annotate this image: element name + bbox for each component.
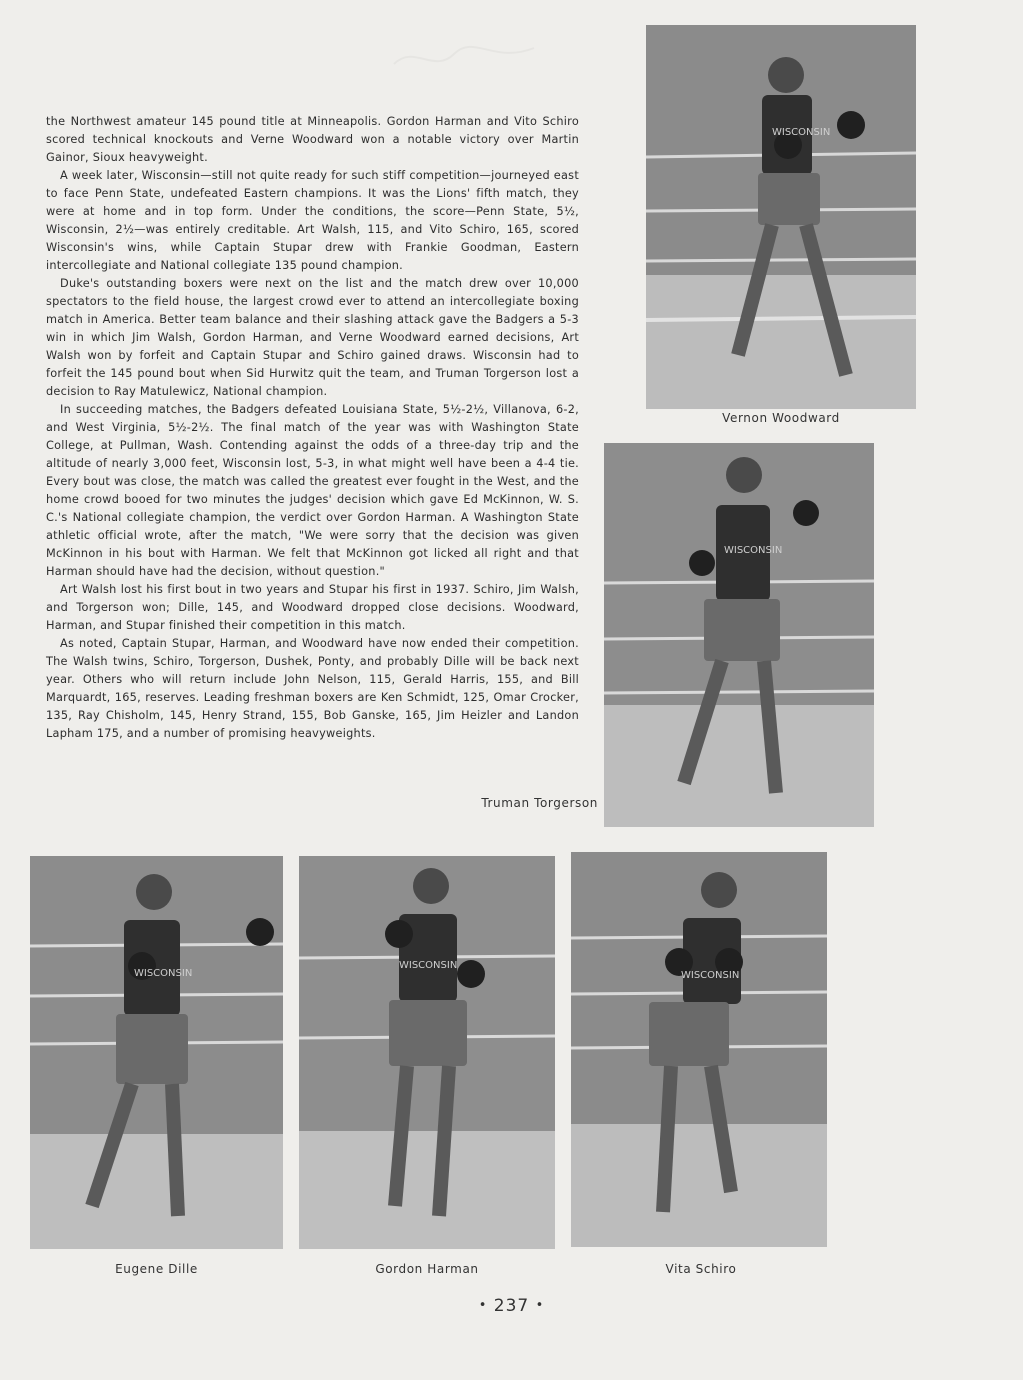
boxer-photo-woodward — [646, 25, 916, 409]
jersey-lettering: WISCONSIN — [681, 970, 740, 981]
article-paragraph: In succeeding matches, the Badgers defeated Louisiana State, 5½-2½, Villanova, 6-2, and West Virginia, 5½-2½. The final match of the year was with Washington State College, at Pullman, Wash. Contending against the odds of a three-day trip and the altitude of nearly 3,000 feet, Wisconsin lost, 5-3, in what might well have been a 4-4 tie. Every bout was close, the match was called the greatest ever fought in the West, and the home crowd booed for two minutes the judges' decision which gave Ed McKinnon, W. S. C.'s National collegiate champion, the verdict over Gordon Harman. A Washington State athletic official wrote, after the match, "We were sorry that the decision was given McKinnon in his bout with Harman. We felt that McKinnon got licked all right and that Harman should have had the decision, without question." — [46, 403, 579, 578]
faint-handwriting-mark — [384, 34, 544, 78]
photo-eugene-dille — [30, 856, 283, 1249]
jersey-lettering: WISCONSIN — [399, 960, 458, 971]
article-paragraph: Art Walsh lost his first bout in two years and Stupar his first in 1937. Schiro, Jim Walsh, and Torgerson won; Dille, 145, and Woodward dropped close decisions. Woodward, Harman, and Stupar finished their competition in this match. — [46, 583, 579, 632]
photo-gordon-harman — [299, 856, 555, 1249]
photo-caption: Truman Torgerson — [481, 796, 598, 810]
photo-caption: Gordon Harman — [375, 1262, 479, 1276]
article-paragraph: As noted, Captain Stupar, Harman, and Woodward have now ended their competition. The Walsh twins, Schiro, Torgerson, Dushek, Ponty, and probably Dille will be back next year. Others who will return include John Nelson, 115, Gerald Harris, 155, and Bill Marquardt, 165, reserves. Leading freshman boxers are Ken Schmidt, 125, Omar Crocker, 135, Ray Chisholm, 145, Henry Strand, 155, Bob Ganske, 165, Jim Heizler and Landon Lapham 175, and a number of promising heavyweights. — [46, 637, 579, 740]
photo-caption: Vernon Woodward — [722, 411, 840, 425]
photo-caption: Eugene Dille — [115, 1262, 198, 1276]
article-paragraph: the Northwest amateur 145 pound title at Minneapolis. Gordon Harman and Vito Schiro scored technical knockouts and Verne Woodward won a notable victory over Martin Gainor, Sioux heavyweight. — [46, 115, 579, 164]
boxer-photo-schiro — [571, 852, 827, 1247]
page-number-value: 237 — [493, 1296, 530, 1316]
article-text — [46, 113, 579, 743]
photo-truman-torgerson — [604, 443, 874, 827]
article-paragraph: Duke's outstanding boxers were next on the list and the match drew over 10,000 spectators to the field house, the largest crowd ever to attend an intercollegiate boxing match in America. Better team balance and their slashing attack gave the Badgers a 5-3 win in which Jim Walsh, Gordon Harman, and Verne Woodward earned decisions, Art Walsh won by forfeit and Captain Stupar and Schiro gained draws. Wisconsin had to forfeit the 145 pound bout when Sid Hurwitz quit the team, and Truman Torgerson lost a decision to Ray Matulewicz, National champion. — [46, 277, 579, 398]
jersey-lettering: WISCONSIN — [772, 127, 831, 138]
boxer-photo-harman — [299, 856, 555, 1249]
boxer-photo-torgerson — [604, 443, 874, 827]
article-paragraph: A week later, Wisconsin—still not quite ready for such stiff competition—journeyed east to face Penn State, undefeated Eastern champions. It was the Lions' fifth match, they were at home and in top form. Under the conditions, the score—Penn State, 5½, Wisconsin, 2½—was entirely creditable. Art Walsh, 115, and Vito Schiro, 165, scored Wisconsin's wins, while Captain Stupar drew with Frankie Goodman, Eastern intercollegiate and National collegiate 135 pound champion. — [46, 169, 579, 272]
page-number — [0, 1296, 1023, 1316]
photo-vernon-woodward — [646, 25, 916, 409]
bullet-icon: • — [535, 1298, 545, 1313]
photo-caption: Vita Schiro — [665, 1262, 737, 1276]
jersey-lettering: WISCONSIN — [134, 968, 193, 979]
bullet-icon: • — [478, 1298, 488, 1313]
jersey-lettering: WISCONSIN — [724, 545, 783, 556]
boxer-photo-dille — [30, 856, 283, 1249]
photo-vita-schiro — [571, 852, 827, 1247]
